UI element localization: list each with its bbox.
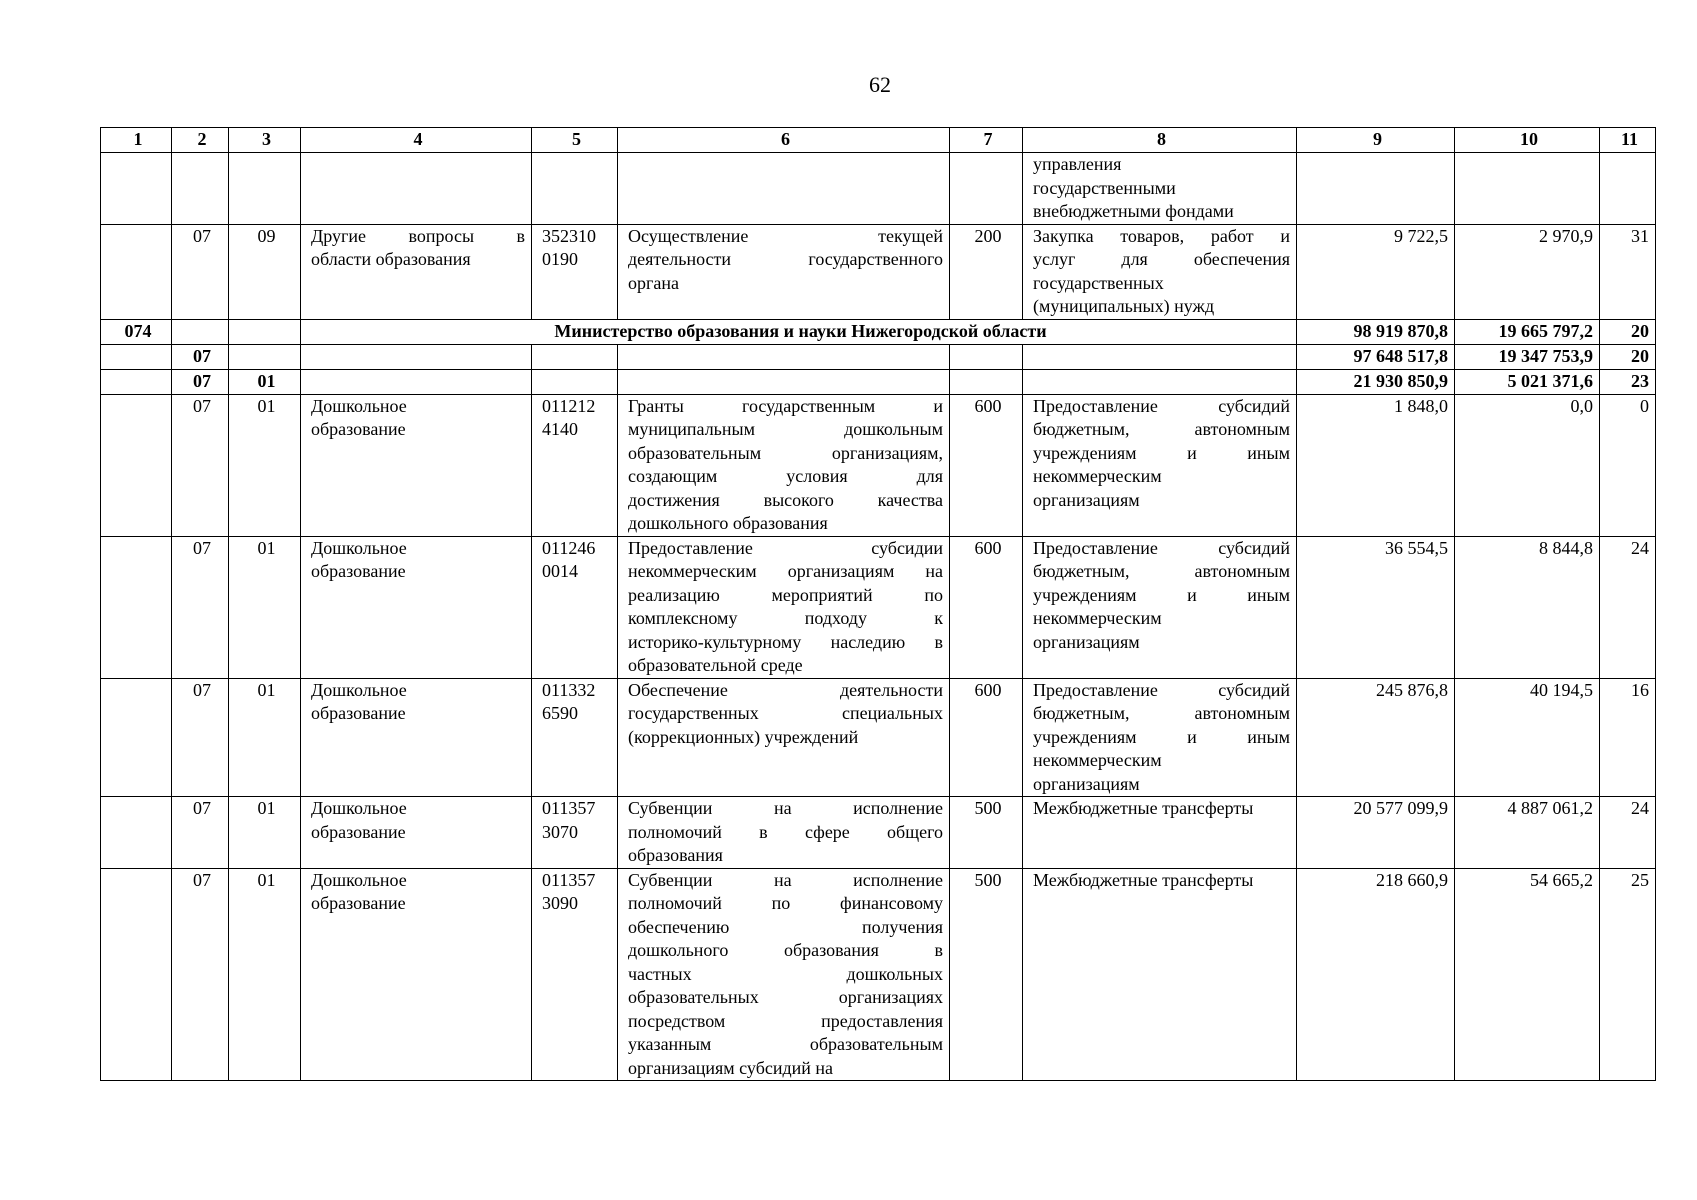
cell-col11: 20 <box>1600 319 1656 344</box>
cell-line: дошкольного образования в <box>628 940 943 960</box>
cell-line: области образования <box>311 249 471 269</box>
cell-col11: 31 <box>1600 224 1656 319</box>
cell-col5 <box>532 153 618 225</box>
cell-line: Дошкольное <box>311 869 407 890</box>
cell-col8 <box>1023 344 1297 369</box>
cell-col9: 97 648 517,8 <box>1297 344 1455 369</box>
cell-line: организациям <box>1033 773 1140 794</box>
cell-line: полномочий по финансовому <box>628 893 943 913</box>
cell-col1 <box>101 394 172 536</box>
cell-line: указанным образовательным <box>628 1034 943 1054</box>
cell-line: полномочий в сфере общего <box>628 821 943 842</box>
cell-line: Дошкольное <box>311 537 407 558</box>
cell-line: Межбюджетные трансферты <box>1033 869 1254 890</box>
cell-col9: 1 848,0 <box>1297 394 1455 536</box>
cell-col4 <box>301 224 532 319</box>
cell-col5 <box>532 678 618 797</box>
cell-col6 <box>618 868 950 1081</box>
cell-col3: 01 <box>229 394 301 536</box>
cell-line: Предоставление субсидий <box>1033 679 1290 700</box>
cell-line: посредством предоставления <box>628 1010 943 1031</box>
cell-line: Гранты государственным и <box>628 395 943 416</box>
cell-line: 3070 <box>542 821 578 842</box>
cell-col11: 0 <box>1600 394 1656 536</box>
table-body <box>101 153 1656 1081</box>
cell-line: комплексному подходу к <box>628 608 943 628</box>
cell-col9: 21 930 850,9 <box>1297 369 1455 394</box>
cell-col9: 20 577 099,9 <box>1297 797 1455 869</box>
cell-col11: 24 <box>1600 797 1656 869</box>
cell-line: Предоставление субсидий <box>1033 395 1290 416</box>
column-header-6: 6 <box>618 128 950 153</box>
cell-line: 0190 <box>542 249 578 269</box>
table-row <box>101 224 1656 319</box>
cell-col5 <box>532 344 618 369</box>
cell-col6 <box>618 678 950 797</box>
header-row <box>101 128 1656 153</box>
cell-col2: 07 <box>172 344 229 369</box>
cell-line: Дошкольное <box>311 679 407 700</box>
cell-line: органа <box>628 272 679 293</box>
cell-line: (муниципальных) нужд <box>1033 296 1215 316</box>
page-number: 62 <box>869 72 891 97</box>
cell-line: Субвенции на исполнение <box>628 869 943 890</box>
cell-line: 3090 <box>542 893 578 913</box>
column-header-10: 10 <box>1455 128 1600 153</box>
cell-col2: 07 <box>172 678 229 797</box>
cell-line: 011357 <box>542 869 596 890</box>
cell-line: государственных специальных <box>628 703 943 723</box>
cell-col1: 074 <box>101 319 172 344</box>
cell-col7: 200 <box>950 224 1023 319</box>
cell-col3: 01 <box>229 536 301 678</box>
cell-col6 <box>618 369 950 394</box>
cell-col8 <box>1023 224 1297 319</box>
cell-col4 <box>301 344 532 369</box>
cell-line: организациям <box>1033 631 1140 652</box>
cell-line: достижения высокого качества <box>628 489 943 510</box>
column-header-8: 8 <box>1023 128 1297 153</box>
cell-line: 011357 <box>542 798 596 818</box>
cell-col4 <box>301 536 532 678</box>
table-row <box>101 536 1656 678</box>
cell-line: Другие вопросы в <box>311 225 525 246</box>
cell-line: 0014 <box>542 561 578 581</box>
cell-line: создающим условия для <box>628 466 943 486</box>
cell-col9: 9 722,5 <box>1297 224 1455 319</box>
cell-col6 <box>618 536 950 678</box>
column-header-11: 11 <box>1600 128 1656 153</box>
cell-col2 <box>172 153 229 225</box>
cell-line: бюджетным, автономным <box>1033 419 1290 439</box>
cell-col11: 25 <box>1600 868 1656 1081</box>
cell-col11: 23 <box>1600 369 1656 394</box>
cell-line: 6590 <box>542 703 578 723</box>
table-row <box>101 394 1656 536</box>
cell-col11: 24 <box>1600 536 1656 678</box>
table-row <box>101 319 1656 344</box>
cell-line: образование <box>311 419 406 439</box>
cell-col9 <box>1297 153 1455 225</box>
cell-col5 <box>532 394 618 536</box>
cell-line: некоммерческим <box>1033 608 1162 628</box>
cell-col5 <box>532 868 618 1081</box>
cell-col10: 8 844,8 <box>1455 536 1600 678</box>
cell-line: учреждениям и иным <box>1033 442 1290 463</box>
cell-col4 <box>301 868 532 1081</box>
cell-line: Предоставление субсидий <box>1033 537 1290 558</box>
cell-col6 <box>618 344 950 369</box>
cell-col8 <box>1023 153 1297 225</box>
cell-line: Предоставление субсидии <box>628 537 943 558</box>
cell-col6 <box>618 394 950 536</box>
cell-line: образование <box>311 561 406 581</box>
cell-line: образовательной среде <box>628 655 803 675</box>
cell-line: образовательным организациям, <box>628 442 943 463</box>
cell-col7: 600 <box>950 678 1023 797</box>
cell-col11: 16 <box>1600 678 1656 797</box>
cell-col6 <box>618 224 950 319</box>
cell-line: учреждениям и иным <box>1033 726 1290 747</box>
budget-table <box>100 127 1656 1081</box>
cell-line: внебюджетными фондами <box>1033 201 1234 221</box>
cell-line: образование <box>311 893 406 913</box>
cell-col9: 98 919 870,8 <box>1297 319 1455 344</box>
cell-col1 <box>101 369 172 394</box>
cell-line: организациям <box>1033 489 1140 510</box>
cell-line: частных дошкольных <box>628 963 943 984</box>
cell-col11: 20 <box>1600 344 1656 369</box>
cell-col4 <box>301 153 532 225</box>
cell-line: Дошкольное <box>311 798 407 818</box>
column-header-5: 5 <box>532 128 618 153</box>
cell-line: обеспечению получения <box>628 916 943 937</box>
cell-col2 <box>172 319 229 344</box>
cell-col8 <box>1023 868 1297 1081</box>
cell-col7 <box>950 369 1023 394</box>
cell-col8 <box>1023 394 1297 536</box>
column-header-3: 3 <box>229 128 301 153</box>
cell-col1 <box>101 678 172 797</box>
cell-line: учреждениям и иным <box>1033 584 1290 605</box>
cell-col9: 245 876,8 <box>1297 678 1455 797</box>
cell-line: государственных <box>1033 272 1164 293</box>
table-row <box>101 153 1656 225</box>
cell-col3: 09 <box>229 224 301 319</box>
column-header-7: 7 <box>950 128 1023 153</box>
cell-col8 <box>1023 536 1297 678</box>
cell-col4 <box>301 797 532 869</box>
cell-col3: 01 <box>229 868 301 1081</box>
cell-line: управления <box>1033 154 1122 174</box>
cell-col3: 01 <box>229 678 301 797</box>
table-row <box>101 344 1656 369</box>
cell-line: образовательных организациях <box>628 987 943 1007</box>
cell-col1 <box>101 344 172 369</box>
cell-line: некоммерческим <box>1033 750 1162 770</box>
cell-col11 <box>1600 153 1656 225</box>
cell-col9: 36 554,5 <box>1297 536 1455 678</box>
cell-col7: 500 <box>950 868 1023 1081</box>
cell-line: деятельности государственного <box>628 249 943 269</box>
cell-line: историко-культурному наследию в <box>628 631 943 652</box>
cell-line: (коррекционных) учреждений <box>628 726 859 747</box>
cell-col1 <box>101 797 172 869</box>
column-header-4: 4 <box>301 128 532 153</box>
cell-col5 <box>532 224 618 319</box>
cell-col8 <box>1023 678 1297 797</box>
cell-line: бюджетным, автономным <box>1033 561 1290 581</box>
cell-col10: 19 665 797,2 <box>1455 319 1600 344</box>
cell-line: некоммерческим организациям на <box>628 561 943 581</box>
cell-line: Дошкольное <box>311 395 407 416</box>
cell-line: Межбюджетные трансферты <box>1033 798 1254 818</box>
cell-col3: 01 <box>229 369 301 394</box>
cell-col6 <box>618 153 950 225</box>
cell-line: 352310 <box>542 225 596 246</box>
cell-col6 <box>618 797 950 869</box>
cell-col2: 07 <box>172 797 229 869</box>
cell-col1 <box>101 153 172 225</box>
cell-col1 <box>101 868 172 1081</box>
cell-line: бюджетным, автономным <box>1033 703 1290 723</box>
ministry-title: Министерство образования и науки Нижегородской области <box>301 319 1297 344</box>
cell-col3: 01 <box>229 797 301 869</box>
cell-col5 <box>532 797 618 869</box>
cell-line: 011332 <box>542 679 596 700</box>
cell-line: некоммерческим <box>1033 466 1162 486</box>
column-header-9: 9 <box>1297 128 1455 153</box>
cell-line: услуг для обеспечения <box>1033 249 1290 269</box>
cell-line: 011212 <box>542 395 596 416</box>
column-header-2: 2 <box>172 128 229 153</box>
table-row <box>101 678 1656 797</box>
table-row <box>101 868 1656 1081</box>
cell-col8 <box>1023 369 1297 394</box>
cell-col10: 54 665,2 <box>1455 868 1600 1081</box>
cell-col10: 4 887 061,2 <box>1455 797 1600 869</box>
cell-col1 <box>101 536 172 678</box>
cell-line: 011246 <box>542 537 596 558</box>
cell-col4 <box>301 369 532 394</box>
cell-col10: 19 347 753,9 <box>1455 344 1600 369</box>
cell-col3 <box>229 153 301 225</box>
cell-col4 <box>301 678 532 797</box>
cell-col10: 5 021 371,6 <box>1455 369 1600 394</box>
cell-line: образования <box>628 845 723 865</box>
cell-col7 <box>950 153 1023 225</box>
cell-col10: 2 970,9 <box>1455 224 1600 319</box>
cell-col5 <box>532 369 618 394</box>
cell-col2: 07 <box>172 394 229 536</box>
cell-line: дошкольного образования <box>628 513 828 533</box>
cell-line: государственными <box>1033 177 1176 198</box>
cell-col2: 07 <box>172 536 229 678</box>
cell-col7: 500 <box>950 797 1023 869</box>
cell-line: образование <box>311 821 406 842</box>
table-header <box>101 128 1656 153</box>
cell-col5 <box>532 536 618 678</box>
cell-line: образование <box>311 703 406 723</box>
column-header-1: 1 <box>101 128 172 153</box>
cell-col7 <box>950 344 1023 369</box>
cell-col2: 07 <box>172 369 229 394</box>
cell-col1 <box>101 224 172 319</box>
cell-col10 <box>1455 153 1600 225</box>
cell-line: Обеспечение деятельности <box>628 679 943 700</box>
cell-line: организациям субсидий на <box>628 1057 834 1078</box>
cell-line: Осуществление текущей <box>628 225 943 246</box>
cell-line: 4140 <box>542 419 578 439</box>
cell-col10: 0,0 <box>1455 394 1600 536</box>
cell-line: реализацию мероприятий по <box>628 584 943 605</box>
cell-col3 <box>229 344 301 369</box>
table-row <box>101 369 1656 394</box>
table-row <box>101 797 1656 869</box>
cell-line: Закупка товаров, работ и <box>1033 225 1290 246</box>
cell-col2: 07 <box>172 224 229 319</box>
cell-line: муниципальным дошкольным <box>628 419 943 439</box>
cell-col2: 07 <box>172 868 229 1081</box>
cell-col9: 218 660,9 <box>1297 868 1455 1081</box>
cell-col4 <box>301 394 532 536</box>
cell-col8 <box>1023 797 1297 869</box>
cell-col3 <box>229 319 301 344</box>
cell-line: Субвенции на исполнение <box>628 798 943 818</box>
cell-col7: 600 <box>950 536 1023 678</box>
cell-col10: 40 194,5 <box>1455 678 1600 797</box>
cell-col7: 600 <box>950 394 1023 536</box>
